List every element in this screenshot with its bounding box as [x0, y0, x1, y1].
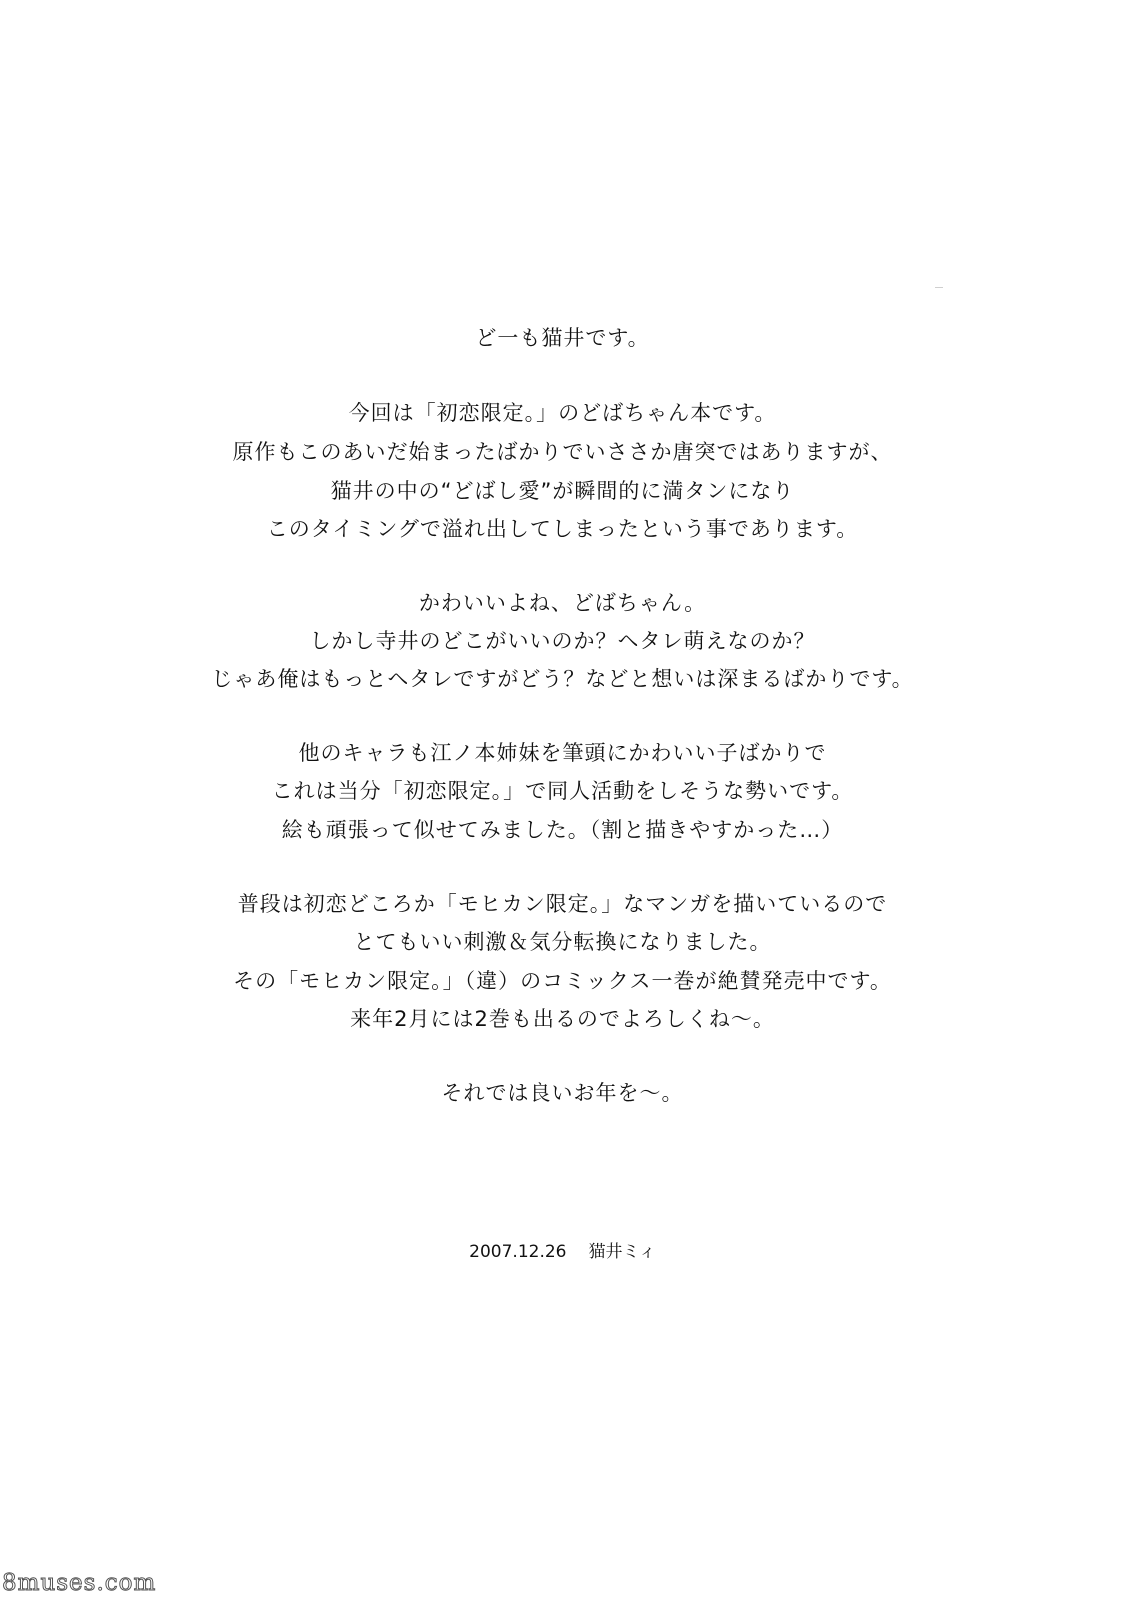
text-line: じゃあ俺はもっとヘタレですがどう？などと想いは深まるばかりです。 [211, 667, 914, 691]
watermark-logo: 8muses.com [2, 1570, 157, 1596]
text-line: 今回は「初恋限定。」のどばちゃん本です。 [348, 401, 777, 425]
text-line: 普段は初恋どころか「モヒカン限定。」なマンガを描いているので [237, 892, 888, 916]
text-line: その「モヒカン限定。」（違）のコミックス一巻が絶賛発売中です。 [233, 969, 892, 993]
signature-author: 猫井ミィ [588, 1242, 656, 1262]
text-line: このタイミングで溢れ出してしまったという事であります。 [266, 517, 859, 541]
signature [0, 1240, 1125, 1264]
text-line: かわいいよね、どばちゃん。 [418, 591, 707, 615]
paper-speck [935, 287, 943, 288]
closing-line: それでは良いお年を～。 [441, 1081, 684, 1105]
text-line: とてもいい刺激＆気分転換になりました。 [353, 930, 772, 954]
text-line: 来年2月には2巻も出るのでよろしくね～。 [350, 1007, 775, 1031]
text-line: 絵も頑張って似せてみました。（割と描きやすかった…） [281, 818, 844, 842]
text-line: 他のキャラも江ノ本姉妹を筆頭にかわいい子ばかりで [298, 741, 827, 765]
text-line: 原作もこのあいだ始まったばかりでいささか唐突ではありますが、 [232, 440, 893, 464]
text-line: 猫井の中の“どばし愛”が瞬間的に満タンになり [330, 479, 795, 503]
text-line: しかし寺井のどこがいいのか？ヘタレ萌えなのか？ [309, 629, 816, 653]
text-line: これは当分「初恋限定。」で同人活動をしそうな勢いです。 [271, 779, 854, 803]
signature-date: 2007.12.26 [469, 1242, 567, 1262]
greeting-line: ど一も猫井です。 [475, 326, 650, 350]
